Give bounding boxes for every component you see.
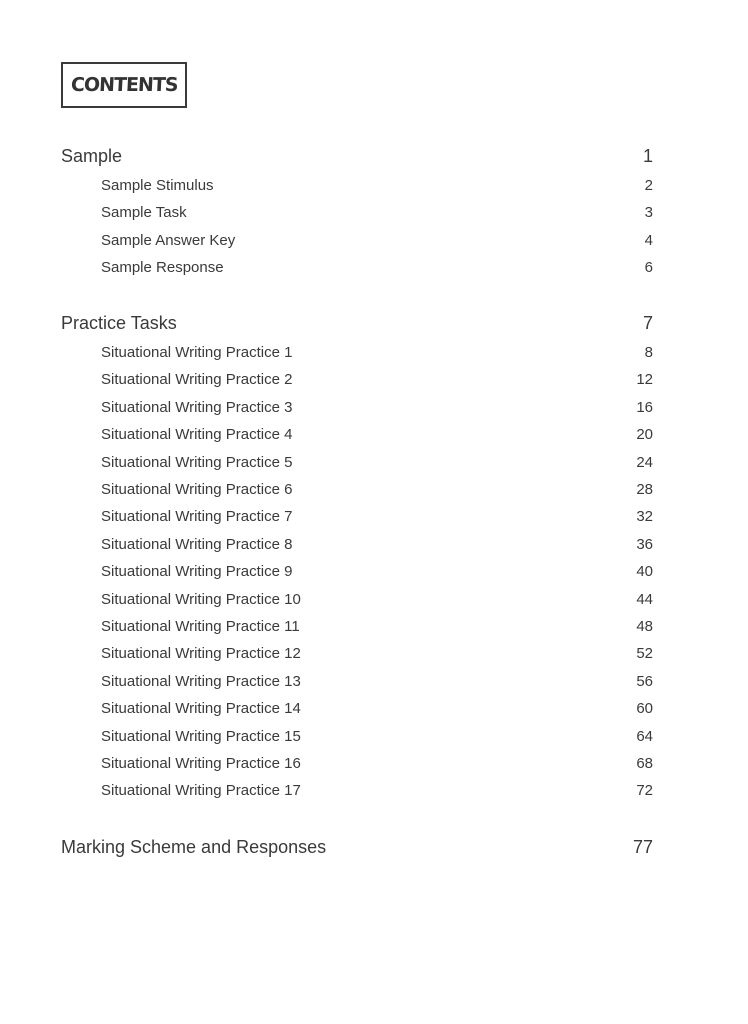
- toc-entry[interactable]: [61, 755, 653, 772]
- toc-section-label: Practice Tasks: [61, 313, 177, 333]
- toc-page-number: 40: [636, 563, 653, 581]
- toc-entry-label: Situational Writing Practice 5: [101, 453, 293, 471]
- toc-page-number: 7: [642, 313, 653, 333]
- toc-page-number: 48: [636, 618, 653, 635]
- toc-page-number: 44: [636, 590, 653, 608]
- toc-page-number: 60: [636, 700, 653, 718]
- toc-page-number: 20: [636, 426, 653, 444]
- toc-page-number: 56: [636, 672, 653, 690]
- toc-entry[interactable]: [61, 426, 653, 443]
- toc-page-number: 64: [636, 727, 653, 745]
- toc-entry[interactable]: [61, 454, 653, 471]
- toc-entry-label: Situational Writing Practice 8: [101, 535, 293, 553]
- toc-page-number: 4: [644, 231, 653, 249]
- toc-entry-label: Situational Writing Practice 9: [101, 563, 293, 581]
- toc-entry-label: Sample Task: [101, 204, 187, 222]
- toc-entry[interactable]: [61, 508, 653, 525]
- toc-page-number: 2: [644, 177, 653, 194]
- toc-page-number: 3: [644, 204, 653, 222]
- toc-entry-label: Situational Writing Practice 4: [101, 426, 293, 444]
- toc-page-number: 36: [636, 535, 653, 553]
- toc-page-number: 6: [644, 259, 653, 277]
- toc-entry-label: Situational Writing Practice 2: [101, 371, 293, 389]
- toc-page-number: 77: [632, 837, 653, 857]
- toc-entry[interactable]: [61, 618, 653, 635]
- toc-entry[interactable]: [61, 673, 653, 690]
- toc-entry-label: Situational Writing Practice 6: [101, 481, 293, 498]
- toc-entry-label: Situational Writing Practice 16: [101, 755, 301, 772]
- toc-entry[interactable]: [61, 563, 653, 580]
- toc-page-number: 32: [636, 508, 653, 526]
- toc-entry[interactable]: [61, 782, 653, 799]
- toc-page-number: 12: [636, 371, 653, 389]
- toc-page-number: 8: [644, 344, 653, 361]
- toc-entry-label: Situational Writing Practice 10: [101, 590, 301, 608]
- toc-page-number: 1: [642, 146, 653, 166]
- toc-entry[interactable]: [61, 536, 653, 553]
- toc-section[interactable]: [61, 146, 653, 167]
- toc-section[interactable]: [61, 837, 653, 858]
- toc-page-number: 24: [636, 453, 653, 471]
- toc-entry[interactable]: [61, 591, 653, 608]
- toc-entry[interactable]: [61, 344, 653, 361]
- toc-page-number: 52: [636, 645, 653, 663]
- toc-page-number: 28: [636, 481, 653, 498]
- toc-entry-label: Sample Stimulus: [101, 177, 214, 194]
- toc-entry-label: Situational Writing Practice 14: [101, 700, 301, 718]
- toc-entry[interactable]: [61, 177, 653, 194]
- toc-entry-label: Situational Writing Practice 15: [101, 727, 301, 745]
- toc-entry[interactable]: [61, 232, 653, 249]
- toc-entry[interactable]: [61, 371, 653, 388]
- toc-entry-label: Situational Writing Practice 13: [101, 672, 301, 690]
- toc-entry-label: Situational Writing Practice 7: [101, 508, 293, 526]
- toc-page-number: 16: [636, 398, 653, 416]
- toc-section-label: Marking Scheme and Responses: [61, 837, 327, 857]
- toc-page-number: 72: [636, 782, 653, 800]
- toc-entry[interactable]: [61, 481, 653, 498]
- toc-entry-label: Situational Writing Practice 3: [101, 398, 293, 416]
- contents-title: CONTENTS: [70, 74, 178, 96]
- contents-title-box: [61, 62, 187, 108]
- toc-entry[interactable]: [61, 700, 653, 717]
- toc-entry-label: Situational Writing Practice 11: [101, 618, 300, 635]
- toc-entry-label: Situational Writing Practice 1: [101, 344, 293, 361]
- toc-page-number: 68: [636, 755, 653, 772]
- toc-section-label: Sample: [61, 146, 123, 166]
- toc-entry-label: Situational Writing Practice 17: [101, 782, 301, 800]
- toc-section[interactable]: [61, 313, 653, 334]
- toc-entry[interactable]: [61, 728, 653, 745]
- toc-entry[interactable]: [61, 259, 653, 276]
- toc-entry-label: Sample Response: [101, 259, 224, 277]
- toc-entry[interactable]: [61, 399, 653, 416]
- toc-entry-label: Sample Answer Key: [101, 231, 236, 249]
- toc-entry[interactable]: [61, 645, 653, 662]
- toc-entry[interactable]: [61, 204, 653, 221]
- toc-entry-label: Situational Writing Practice 12: [101, 645, 301, 663]
